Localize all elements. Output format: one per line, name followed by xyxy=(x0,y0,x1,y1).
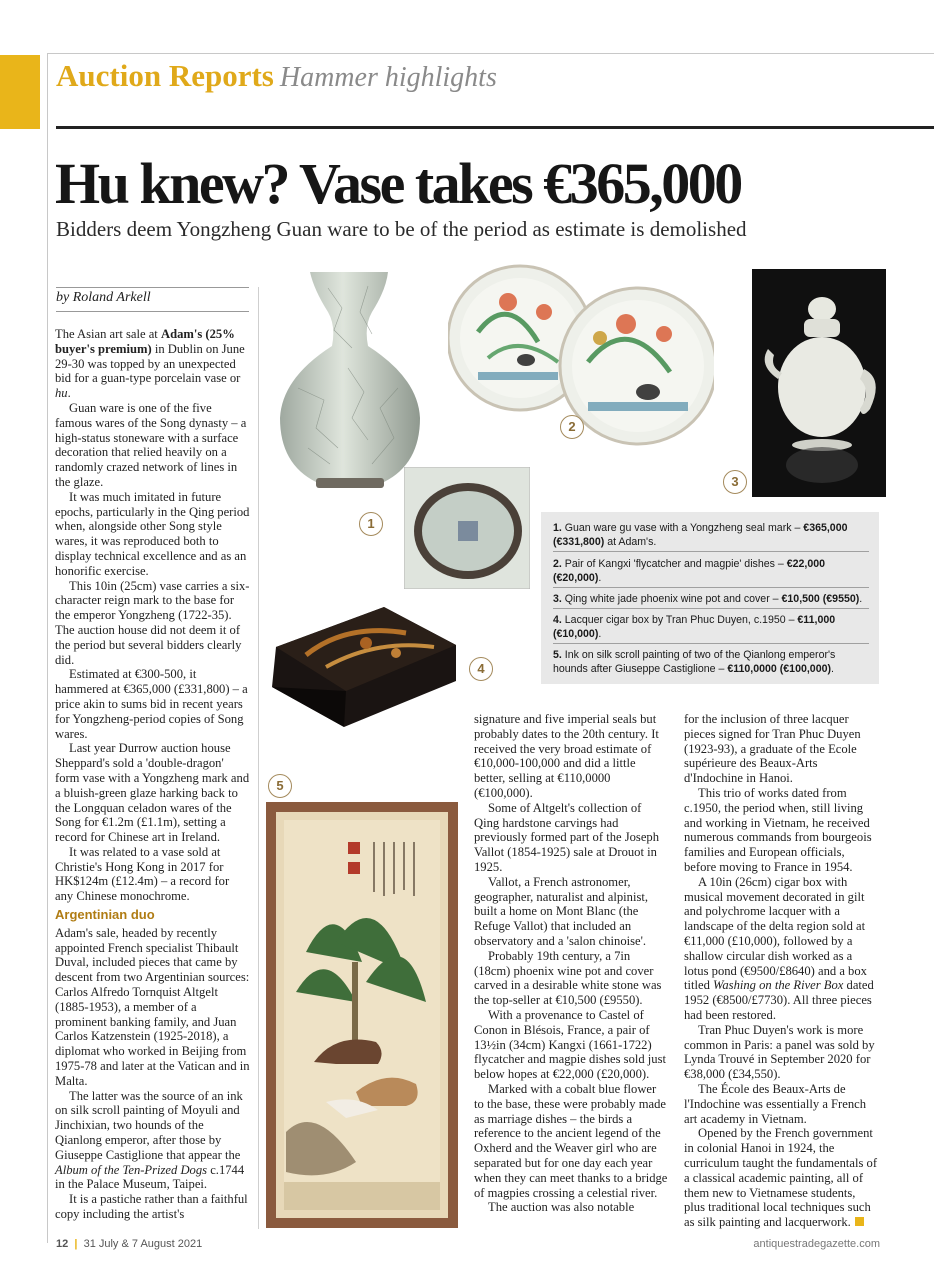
body-paragraph: Some of Altgelt's collection of Qing hardstone carvings had previously formed part of the Joseph Vallot (1854-1925) sale at Drouot in 1925. xyxy=(474,800,660,874)
guan-vase-image xyxy=(268,268,432,496)
captions-box xyxy=(541,512,879,684)
caption-divider xyxy=(553,608,869,609)
header-rule xyxy=(56,126,934,129)
site-url[interactable]: antiquestradegazette.com xyxy=(753,1238,880,1250)
image-number-2: 2 xyxy=(560,415,584,439)
body-column-3 xyxy=(684,712,879,1230)
caption-3: 3. Qing white jade phoenix wine pot and cover – €10,500 (€9550). xyxy=(553,593,863,605)
body-paragraph: Last year Durrow auction house Sheppard's sold a 'double-dragon' form vase with a Yongzheng mark and a bluish-green glaze harking back to the Longquan celadon wares of the Song for €1.2m (£1.1m), setting a record for Chinese art in Ireland. xyxy=(55,741,250,845)
body-paragraph: The École des Beaux-Arts de l'Indochine was essentially a French art academy in Vietnam. xyxy=(684,1081,867,1126)
body-paragraph: It was related to a vase sold at Christie's Hong Kong in 2017 for HK$124m (£12.4m) – a record for any Chinese monochrome. xyxy=(55,844,230,904)
section-subtitle: Hammer highlights xyxy=(279,62,497,93)
footer-left xyxy=(56,1238,202,1250)
headline: Hu knew? Vase takes €365,000 xyxy=(55,151,741,216)
caption-divider xyxy=(553,643,869,644)
body-paragraph: Tran Phuc Duyen's work is more common in Paris: a panel was sold by Lynda Trouvé in September 2020 for €38,000 (£34,550). xyxy=(684,1022,875,1082)
subheading: Argentinian duo xyxy=(55,907,155,923)
footer-separator: | xyxy=(74,1238,78,1250)
image-number-3: 3 xyxy=(723,470,747,494)
body-paragraph: Estimated at €300-500, it hammered at €365,000 (£331,800) – a price akin to sums bid in recent years for Yongzheng-period copies of Song wares. xyxy=(55,667,248,741)
byline-rule-bottom xyxy=(56,311,249,312)
body-paragraph: The auction was also notable xyxy=(488,1200,635,1215)
body-paragraph: Probably 19th century, a 7in (18cm) phoenix wine pot and cover carved in a desirable white stone was the top-seller at €10,500 (£9550). xyxy=(474,948,662,1008)
body-column-1 xyxy=(55,327,250,1222)
body-paragraph: Guan ware is one of the five famous wares of the Song dynasty – a high-status stoneware with a surface decoration that relied heavily on a randomly crazed network of lines in the glaze. xyxy=(55,400,247,489)
body-paragraph: Marked with a cobalt blue flower to the base, these were probably made as marriage dishes – the birds a reference to the ancient legend of the Oxherd and the Weaver girl who are separated but for one day each year when they can meet thanks to a bridge of magpies crossing a celestial river. xyxy=(474,1081,668,1200)
jade-wine-pot-image xyxy=(752,269,886,497)
body-paragraph: Vallot, a French astronomer, geographer, naturalist and alpinist, built a home on Mont Blanc (the Refuge Vallot) that included an observatory and a 'salon chinoise'. xyxy=(474,874,649,948)
body-paragraph: With a provenance to Castel of Conon in Blésois, France, a pair of 13½in (34cm) Kangxi (1661-1722) flycatcher and magpie dishes sold just below hopes at €22,000 (£20,000). xyxy=(474,1007,667,1082)
body-paragraph: Opened by the French government in colonial Hanoi in 1924, the curriculum taught the fundamentals of a classical academic painting, all of them new to Vietnamese students, plus traditional local techniques such as silk painting and lacquerwork. xyxy=(684,1126,878,1230)
byline: by Roland Arkell xyxy=(56,290,151,305)
section-header xyxy=(56,58,497,94)
body-paragraph: This 10in (25cm) vase carries a six-character reign mark to the base for the emperor Yongzheng (1722-35). The auction house did not deem it of the period but several bidders clearly did. xyxy=(55,578,250,667)
body-paragraph: It was much imitated in future epochs, particularly in the Qing period when, alongside other Song style wares, it was reproduced both to display technical excellence and as an honorific exercise. xyxy=(55,489,250,578)
body-paragraph: for the inclusion of three lacquer pieces signed for Tran Phuc Duyen (1923-93), a graduate of the Ecole supérieure des Beaux-Arts d'Indochine in Hanoi. xyxy=(684,712,861,786)
vase-base-image xyxy=(404,467,530,589)
section-tab xyxy=(0,55,40,129)
body-paragraph: signature and five imperial seals but probably dates to the 20th century. It received the very broad estimate of €10,000-100,000 and did a little better, selling at €110,0000 (€100,000). xyxy=(474,712,659,800)
section-title: Auction Reports xyxy=(56,58,274,93)
column-rule xyxy=(258,287,259,1229)
standfirst: Bidders deem Yongzheng Guan ware to be of the period as estimate is demolished xyxy=(56,217,747,241)
body-paragraph: This trio of works dated from c.1950, the period when, still living and working in Vietnam, he received numerous commands from bourgeois families and European officials, before moving to France in 1954. xyxy=(684,785,872,874)
end-mark-icon xyxy=(855,1217,864,1226)
byline-rule-top xyxy=(56,287,249,288)
image-number-4: 4 xyxy=(469,657,493,681)
page-number: 12 xyxy=(56,1238,69,1250)
image-number-5: 5 xyxy=(268,774,292,798)
left-rule xyxy=(47,53,48,1243)
caption-divider xyxy=(553,587,869,588)
lacquer-cigar-box-image xyxy=(266,603,462,731)
caption-4: 4. Lacquer cigar box by Tran Phuc Duyen, c.1950 – €11,000 (€10,000). xyxy=(553,614,836,640)
caption-5: 5. Ink on silk scroll painting of two of the Qianlong emperor's hounds after Giuseppe Castiglione – €110,0000 (€100,000). xyxy=(553,649,836,675)
body-paragraph: The Asian art sale at Adam's (25% buyer's premium) in Dublin on June 29-30 was topped by an unexpected bid for a guan-type porcelain vase or hu. xyxy=(55,327,245,401)
body-paragraph: It is a pastiche rather than a faithful copy including the artist's xyxy=(55,1192,248,1222)
image-number-1: 1 xyxy=(359,512,383,536)
top-rule xyxy=(48,53,934,54)
body-paragraph: A 10in (26cm) cigar box with musical movement decorated in gilt and polychrome lacquer with a landscape of the delta region sold at €11,000 (£10,000), followed by a shallow circular dish worked as a lotus pond (€9500/£8640) and a box titled Washing on the River Box dated 1952 (€8500/£7730). All three pieces had been restored. xyxy=(684,874,874,1022)
caption-1: 1. Guan ware gu vase with a Yongzheng seal mark – €365,000 (€331,800) at Adam's. xyxy=(553,522,848,548)
body-paragraph: The latter was the source of an ink on silk scroll painting of Moyuli and Jinchixian, two hounds of the Qianlong emperor, after those by Giuseppe Castiglione that appear the Album of the Ten-Prized Dogs c.1744 in the Palace Museum, Taipei. xyxy=(55,1088,245,1192)
issue-date: 31 July & 7 August 2021 xyxy=(83,1238,203,1250)
body-paragraph: Adam's sale, headed by recently appointed French specialist Thibault Duval, included pieces that came by descent from two Argentinian sources: Carlos Alfredo Tornquist Altgelt (1885-1953), a member of a prominent banking family, and Juan Carlos Katzenstein (1925-2018), a diplomat who worked in Beijing from 1975-78 and later at the Vatican and in Malta. xyxy=(55,925,250,1088)
caption-2: 2. Pair of Kangxi 'flycatcher and magpie' dishes – €22,000 (€20,000). xyxy=(553,558,826,584)
body-column-2 xyxy=(474,712,669,1215)
caption-divider xyxy=(553,551,869,552)
scroll-painting-image xyxy=(266,802,458,1228)
